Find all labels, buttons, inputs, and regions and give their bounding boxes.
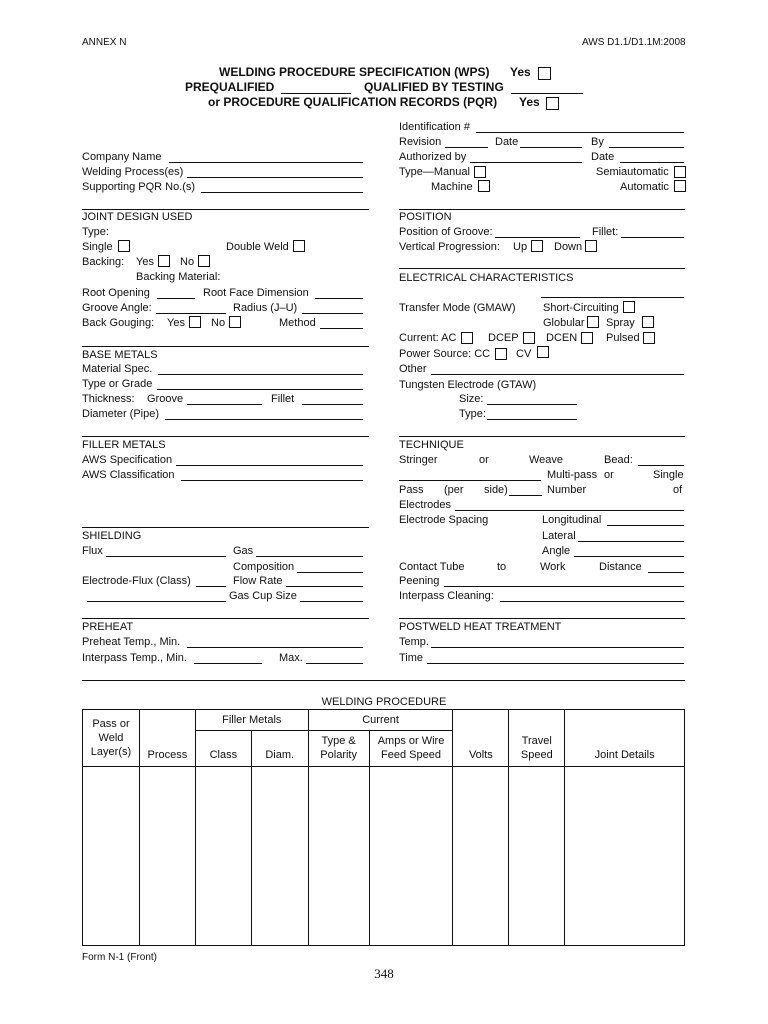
backing-yes-label: Yes bbox=[136, 256, 154, 268]
interpass-min-label: Interpass Temp., Min. bbox=[82, 652, 187, 664]
composition-label: Composition bbox=[233, 561, 295, 573]
dcep-label: DCEP bbox=[488, 332, 519, 344]
down-label: Down bbox=[554, 241, 583, 253]
pqr-yes-label: Yes bbox=[519, 95, 540, 109]
bead-label: Bead: bbox=[604, 454, 633, 466]
backing-material-label: Backing Material: bbox=[136, 271, 221, 283]
interpass-cleaning-line[interactable] bbox=[500, 601, 684, 602]
section-divider bbox=[399, 436, 685, 437]
wps-yes-checkbox[interactable] bbox=[538, 67, 551, 80]
type-manual-label: Type—Manual bbox=[399, 166, 470, 178]
joint-design-heading: JOINT DESIGN USED bbox=[82, 211, 193, 223]
single-checkbox[interactable] bbox=[118, 240, 130, 252]
page-number: 348 bbox=[374, 966, 394, 981]
revision-label: Revision bbox=[399, 136, 442, 148]
root-face-line[interactable] bbox=[315, 298, 363, 299]
side-label: side) bbox=[484, 484, 508, 496]
date-label: Date bbox=[495, 136, 519, 148]
multipass-line[interactable] bbox=[399, 480, 541, 481]
angle-line[interactable] bbox=[574, 556, 684, 557]
longitudinal-label: Longitudinal bbox=[542, 514, 602, 526]
material-spec-line[interactable] bbox=[158, 374, 363, 375]
section-divider bbox=[82, 527, 369, 528]
position-heading: POSITION bbox=[399, 211, 452, 223]
col-travel-header: Travel Speed bbox=[509, 710, 565, 767]
shielding-extra-line[interactable] bbox=[87, 601, 226, 602]
per-label: (per bbox=[444, 484, 464, 496]
authorized-label: Authorized by bbox=[399, 151, 467, 163]
aws-specification-line[interactable] bbox=[176, 465, 363, 466]
flow-rate-line[interactable] bbox=[286, 586, 363, 587]
spray-checkbox[interactable] bbox=[642, 316, 654, 328]
root-opening-label: Root Opening bbox=[82, 287, 150, 299]
contact-distance-line[interactable] bbox=[648, 572, 684, 573]
electrode-spacing-label: Electrode Spacing bbox=[399, 514, 489, 526]
dcen-label: DCEN bbox=[546, 332, 578, 344]
aws-specification-label: AWS Specification bbox=[82, 454, 173, 466]
col-volts-header: Volts bbox=[453, 710, 509, 767]
contact-work-label: Work bbox=[540, 561, 566, 573]
preheat-heading: PREHEAT bbox=[82, 621, 134, 633]
technique-heading: TECHNIQUE bbox=[399, 439, 464, 451]
pwht-heading: POSTWELD HEAT TREATMENT bbox=[399, 621, 562, 633]
spray-label: Spray bbox=[606, 317, 635, 329]
groove-angle-label: Groove Angle: bbox=[82, 302, 152, 314]
company-name-line[interactable] bbox=[169, 162, 363, 163]
preheat-min-line[interactable] bbox=[187, 647, 363, 648]
manual-checkbox[interactable] bbox=[474, 166, 486, 178]
thickness-label: Thickness: bbox=[82, 393, 135, 405]
interpass-max-label: Max. bbox=[279, 652, 303, 664]
single-label: Single bbox=[82, 241, 113, 253]
power-source-label: Power Source: CC bbox=[399, 348, 491, 360]
pqr-title: or PROCEDURE QUALIFICATION RECORDS (PQR) bbox=[208, 95, 498, 109]
table-cell[interactable] bbox=[369, 767, 453, 946]
aws-classification-label: AWS Classification bbox=[82, 469, 175, 481]
backing-label: Backing: bbox=[82, 256, 125, 268]
welding-process-label: Welding Process(es) bbox=[82, 166, 184, 178]
qualified-line[interactable] bbox=[511, 93, 583, 94]
contact-distance-label: Distance bbox=[599, 561, 642, 573]
by-label: By bbox=[591, 136, 604, 148]
dcen-checkbox[interactable] bbox=[581, 332, 593, 344]
standard-label: AWS D1.1/D1.1M:2008 bbox=[582, 37, 686, 48]
table-cell[interactable] bbox=[251, 767, 308, 946]
table-cell[interactable] bbox=[83, 767, 140, 946]
other-label: Other bbox=[399, 363, 427, 375]
number-label: Number bbox=[547, 484, 587, 496]
double-weld-checkbox[interactable] bbox=[293, 240, 305, 252]
preheat-min-label: Preheat Temp., Min. bbox=[82, 636, 181, 648]
current-header: Current bbox=[308, 710, 453, 731]
col-pass-header: Pass or Weld Layer(s) bbox=[83, 710, 140, 767]
welding-procedure-table bbox=[82, 709, 685, 946]
supporting-pqr-label: Supporting PQR No.(s) bbox=[82, 181, 196, 193]
globular-label: Globular bbox=[543, 317, 585, 329]
table-cell[interactable] bbox=[139, 767, 195, 946]
interpass-min-line[interactable] bbox=[194, 663, 262, 664]
bead-line[interactable] bbox=[638, 465, 684, 466]
radius-label: Radius (J–U) bbox=[233, 302, 298, 314]
position-fillet-line[interactable] bbox=[621, 237, 684, 238]
diameter-line[interactable] bbox=[165, 419, 363, 420]
electrical-heading: ELECTRICAL CHARACTERISTICS bbox=[399, 272, 574, 284]
col-diam-header: Diam. bbox=[251, 731, 308, 767]
pulsed-checkbox[interactable] bbox=[643, 332, 655, 344]
tungsten-label: Tungsten Electrode (GTAW) bbox=[399, 379, 537, 391]
electrode-flux-label: Electrode-Flux (Class) bbox=[82, 575, 191, 587]
authorized-line[interactable] bbox=[470, 162, 582, 163]
date2-label: Date bbox=[591, 151, 615, 163]
type-grade-label: Type or Grade bbox=[82, 378, 153, 390]
multipass-label: Multi-pass bbox=[547, 469, 598, 481]
current-ac-label: Current: AC bbox=[399, 332, 457, 344]
automatic-checkbox[interactable] bbox=[674, 180, 686, 192]
flux-label: Flux bbox=[82, 545, 103, 557]
annex-label: ANNEX N bbox=[82, 37, 127, 48]
tungsten-type-line[interactable] bbox=[487, 419, 577, 420]
thickness-fillet-label: Fillet bbox=[271, 393, 295, 405]
method-line[interactable] bbox=[320, 328, 363, 329]
electrodes-line[interactable] bbox=[455, 510, 684, 511]
material-spec-label: Material Spec. bbox=[82, 363, 153, 375]
welding-procedure-title: WELDING PROCEDURE bbox=[321, 696, 447, 708]
tungsten-size-label: Size: bbox=[459, 393, 484, 405]
backing-yes-checkbox[interactable] bbox=[158, 255, 170, 267]
angle-label: Angle bbox=[542, 545, 571, 557]
filler-metals-heading: FILLER METALS bbox=[82, 439, 166, 451]
groove-angle-line[interactable] bbox=[156, 313, 226, 314]
thickness-fillet-line[interactable] bbox=[302, 404, 363, 405]
stringer-or-label: or bbox=[479, 454, 489, 466]
gas-cup-size-line[interactable] bbox=[300, 601, 363, 602]
radius-line[interactable] bbox=[302, 313, 363, 314]
thickness-groove-label: Groove bbox=[147, 393, 184, 405]
col-type-polarity-header: Type & Polarity bbox=[308, 731, 369, 767]
tungsten-type-label: Type: bbox=[459, 408, 486, 420]
col-process-header: Process bbox=[139, 710, 195, 767]
section-divider bbox=[399, 268, 685, 269]
backing-no-checkbox[interactable] bbox=[198, 255, 210, 267]
down-checkbox[interactable] bbox=[585, 240, 597, 252]
type-grade-line[interactable] bbox=[157, 389, 363, 390]
col-class-header: Class bbox=[195, 731, 251, 767]
back-gouging-yes-checkbox[interactable] bbox=[189, 316, 201, 328]
section-divider bbox=[82, 346, 369, 347]
flow-rate-label: Flow Rate bbox=[233, 575, 283, 587]
electrode-flux-line[interactable] bbox=[196, 586, 226, 587]
short-circuiting-label: Short-Circuiting bbox=[543, 302, 619, 314]
composition-line[interactable] bbox=[297, 572, 363, 573]
automatic-label: Automatic bbox=[620, 181, 669, 193]
short-circuiting-checkbox[interactable] bbox=[623, 301, 635, 313]
aws-classification-line[interactable] bbox=[181, 480, 363, 481]
semiautomatic-label: Semiautomatic bbox=[596, 166, 669, 178]
other-line[interactable] bbox=[431, 374, 684, 375]
identification-label: Identification # bbox=[399, 121, 470, 133]
position-groove-line[interactable] bbox=[495, 237, 580, 238]
form-label: Form N-1 (Front) bbox=[82, 952, 157, 963]
up-checkbox[interactable] bbox=[531, 240, 543, 252]
back-gouging-no-checkbox[interactable] bbox=[229, 316, 241, 328]
pulsed-label: Pulsed bbox=[606, 332, 640, 344]
wps-yes-label: Yes bbox=[510, 65, 531, 79]
pwht-temp-line[interactable] bbox=[431, 647, 684, 648]
longitudinal-line[interactable] bbox=[607, 525, 684, 526]
position-groove-label: Position of Groove: bbox=[399, 226, 493, 238]
vertical-progression-label: Vertical Progression: bbox=[399, 241, 500, 253]
backing-no-label: No bbox=[180, 256, 195, 268]
machine-checkbox[interactable] bbox=[478, 180, 490, 192]
qualified-label: QUALIFIED BY TESTING bbox=[364, 80, 504, 94]
thickness-groove-line[interactable] bbox=[187, 404, 262, 405]
flux-line[interactable] bbox=[106, 556, 226, 557]
dcep-checkbox[interactable] bbox=[523, 332, 535, 344]
transfer-mode-label: Transfer Mode (GMAW) bbox=[399, 302, 516, 314]
revision-line[interactable] bbox=[445, 147, 488, 148]
base-metals-heading: BASE METALS bbox=[82, 349, 158, 361]
method-label: Method bbox=[279, 317, 316, 329]
table-cell[interactable] bbox=[509, 767, 565, 946]
interpass-max-line[interactable] bbox=[306, 663, 363, 664]
section-divider bbox=[82, 618, 369, 619]
pwht-time-line[interactable] bbox=[427, 663, 684, 664]
up-label: Up bbox=[513, 241, 528, 253]
back-gouging-label: Back Gouging: bbox=[82, 317, 155, 329]
peening-line[interactable] bbox=[444, 586, 684, 587]
single-pass-label: Single bbox=[653, 469, 684, 481]
multipass-or-label: or bbox=[604, 469, 614, 481]
cc-checkbox[interactable] bbox=[495, 348, 507, 360]
date2-line[interactable] bbox=[620, 162, 684, 163]
col-joint-details-header: Joint Details bbox=[565, 710, 685, 767]
section-divider bbox=[82, 209, 369, 210]
stringer-label: Stringer bbox=[399, 454, 438, 466]
position-fillet-label: Fillet: bbox=[592, 226, 619, 238]
of-label: of bbox=[673, 484, 683, 496]
pwht-time-label: Time bbox=[399, 652, 424, 664]
gas-line[interactable] bbox=[256, 556, 363, 557]
lateral-label: Lateral bbox=[542, 530, 576, 542]
date-line[interactable] bbox=[520, 147, 582, 148]
by-line[interactable] bbox=[609, 147, 684, 148]
gas-label: Gas bbox=[233, 545, 254, 557]
section-divider bbox=[399, 209, 685, 210]
pass-per-side-line[interactable] bbox=[509, 495, 542, 496]
table-cell[interactable] bbox=[453, 767, 509, 946]
section-divider bbox=[399, 618, 685, 619]
supporting-pqr-line[interactable] bbox=[201, 192, 363, 193]
company-name-label: Company Name bbox=[82, 151, 162, 163]
back-gouging-yes-label: Yes bbox=[167, 317, 185, 329]
back-gouging-no-label: No bbox=[211, 317, 226, 329]
cv-label: CV bbox=[516, 348, 532, 360]
contact-to-label: to bbox=[497, 561, 507, 573]
table-cell[interactable] bbox=[195, 767, 251, 946]
electrodes-label: Electrodes bbox=[399, 499, 451, 511]
double-weld-label: Double Weld bbox=[226, 241, 289, 253]
ac-checkbox[interactable] bbox=[461, 332, 473, 344]
table-cell[interactable] bbox=[308, 767, 369, 946]
contact-tube-label: Contact Tube bbox=[399, 561, 465, 573]
transfer-mode-line[interactable] bbox=[541, 297, 684, 298]
pqr-yes-checkbox[interactable] bbox=[546, 97, 559, 110]
peening-label: Peening bbox=[399, 575, 440, 587]
section-divider bbox=[82, 680, 685, 681]
machine-label: Machine bbox=[431, 181, 473, 193]
globular-checkbox[interactable] bbox=[587, 316, 599, 328]
pwht-temp-label: Temp. bbox=[399, 636, 429, 648]
root-opening-line[interactable] bbox=[157, 298, 195, 299]
pass-label: Pass bbox=[399, 484, 424, 496]
table-cell[interactable] bbox=[565, 767, 685, 946]
joint-type-label: Type: bbox=[82, 226, 109, 238]
prequalified-label: PREQUALIFIED bbox=[185, 80, 275, 94]
lateral-line[interactable] bbox=[578, 541, 684, 542]
root-face-label: Root Face Dimension bbox=[203, 287, 309, 299]
weave-label: Weave bbox=[529, 454, 564, 466]
identification-line[interactable] bbox=[476, 132, 684, 133]
semiautomatic-checkbox[interactable] bbox=[674, 166, 686, 178]
prequalified-line[interactable] bbox=[281, 93, 351, 94]
wps-title: WELDING PROCEDURE SPECIFICATION (WPS) bbox=[219, 65, 490, 79]
filler-metals-header: Filler Metals bbox=[195, 710, 308, 731]
cv-checkbox[interactable] bbox=[537, 346, 549, 358]
gas-cup-size-label: Gas Cup Size bbox=[229, 590, 297, 602]
shielding-heading: SHIELDING bbox=[82, 530, 142, 542]
tungsten-size-line[interactable] bbox=[487, 404, 577, 405]
col-amps-header: Amps or Wire Feed Speed bbox=[369, 731, 453, 767]
diameter-label: Diameter (Pipe) bbox=[82, 408, 160, 420]
section-divider bbox=[82, 436, 369, 437]
welding-process-line[interactable] bbox=[187, 177, 363, 178]
interpass-cleaning-label: Interpass Cleaning: bbox=[399, 590, 494, 602]
